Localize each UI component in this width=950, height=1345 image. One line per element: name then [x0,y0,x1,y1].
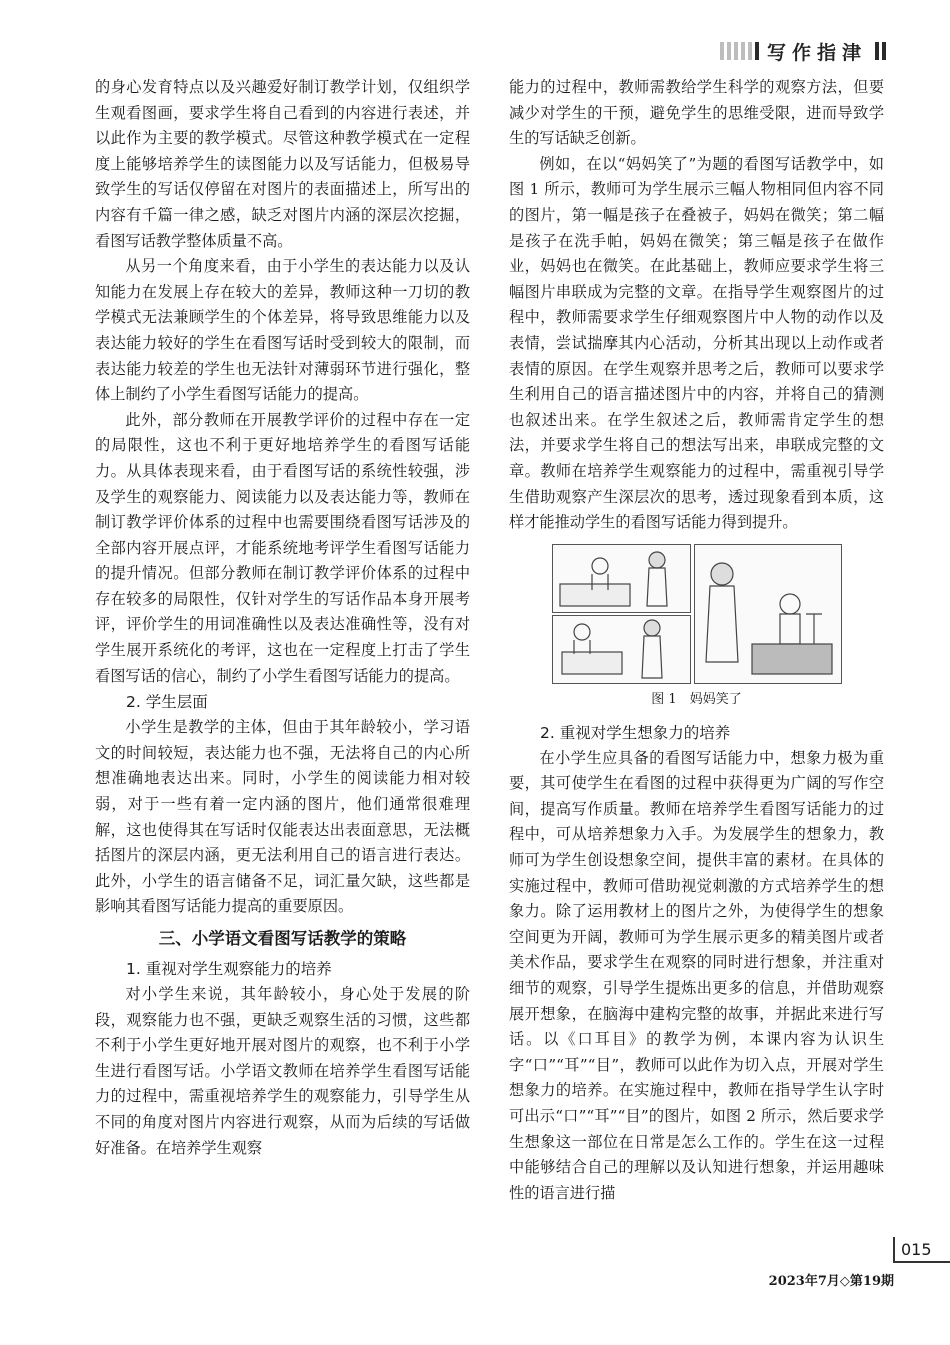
running-header [720,38,886,64]
subheading: 2. 学生层面 [126,693,208,712]
page-number: 015 [893,1237,950,1263]
paragraph: 从另一个角度来看，由于小学生的表达能力以及认知能力在发展上存在较大的差异，教师这种一刀切的教学模式无法兼顾学生的个体差异，将导致思维能力以及表达能力较好的学生在看图写话时受到较大的限制，而表达能力较差的学生也无法针对薄弱环节进行强化，整体上制约了小学生看图写话能力的提高。 [95,257,470,404]
paragraph: 在小学生应具备的看图写话能力中，想象力极为重要，其可使学生在看图的过程中获得更为广阔的写作空间，提高写作质量。教师在培养学生看图写话能力的过程中，可从培养想象力入手。为发展学生的想象力，教师可为学生创设想象空间，提供丰富的素材。在具体的实施过程中，教师可借助视觉刺激的方式培养学生的想象力。除了运用教材上的图片之外，为使得学生的想象空间更为开阔，教师可为学生展示更多的精美图片或者美术作品，要求学生在观察的同时进行想象，并注重对细节的观察，引导学生提炼出更多的信息，并借助观察展开想象，在脑海中建构完整的故事，并据此来进行写话。以《口耳目》的教学为例，本课内容为认识生字“口”“耳”“目”，教师可以此作为切入点，开展对学生想象力的培养。在实施过程中，教师在指导学生认字时可出示“口”“耳”“目”的图片，如图 2 所示，然后要求学生想象这一部位在日常是怎么工作的。学生在这一过程中能够结合自己的理解以及认知进行想象，并运用趣味性的语言进行描 [509,748,884,1202]
right-column [509,75,884,1206]
paragraph: 的身心发育特点以及兴趣爱好制订教学计划，仅组织学生观看图画，要求学生将自己看到的内容进行表述，并以此作为主要的教学模式。尽管这种教学模式在一定程度上能够培养学生的读图能力以及写话能力，但极易导致学生的写话仅停留在对图片的表面描述上，所写出的内容有千篇一律之感，缺乏对图片内涵的深层次挖掘，看图写话教学整体质量不高。 [95,78,470,250]
section-title: 写作指津 [766,41,867,64]
issue-label: 2023年7月◇第19期 [768,1274,894,1289]
paragraph: 例如，在以“妈妈笑了”为题的看图写话教学中，如图 1 所示，教师可为学生展示三幅人物相同但内容不同的图片，第一幅是孩子在叠被子，妈妈在微笑；第二幅是孩子在洗手帕，妈妈在微笑；第三幅是孩子在做作业，妈妈也在微笑。在此基础上，教师应要求学生将三幅图片串联成为完整的文章。在指导学生观察图片的过程中，教师需要求学生仔细观察图片中人物的动作以及表情，尝试揣摩其内心活动，分析其出现以上动作或者表情的原因。在学生观察并思考之后，教师可以要求学生利用自己的语言描述图片中的内容，并将自己的猜测也叙述出来。在学生叙述之后，教师需肯定学生的想法，并要求学生将自己的想法写出来，串联成完整的文章。教师在培养学生观察能力的过程中，需重视引导学生借助观察产生深层次的思考，透过现象看到本质，这样才能推动学生的看图写话能力得到提升。 [509,154,884,532]
subheading: 1. 重视对学生观察能力的培养 [126,960,332,978]
section-heading: 三、小学语文看图写话教学的策略 [158,929,407,948]
paragraph: 能力的过程中，教师需教给学生科学的观察方法，但要减少对学生的干预，避免学生的思维受限，进而导致学生的写话缺乏创新。 [509,78,884,148]
paragraph: 此外，部分教师在开展教学评价的过程中存在一定的局限性，这也不利于更好地培养学生的看图写话能力。从具体表现来看，由于看图写话的系统性较强，涉及学生的观察能力、阅读能力以及表达能力等，教师在制订教学评价体系的过程中也需要围绕看图写话涉及的全部内容开展点评，才能系统地考评学生看图写话能力的提升情况。但部分教师在制订教学评价体系的过程中存在较多的局限性，仅针对学生的写话作品本身开展考评，评价学生的用词准确性以及表达准确性等，没有对学生展开系统化的考评，这也在一定程度上打击了学生看图写话的信心，制约了小学生看图写话能力的提高。 [95,410,470,685]
paragraph: 对小学生来说，其年龄较小，身心处于发展的阶段，观察能力也不强，更缺乏观察生活的习惯，这些都不利于小学生更好地开展对图片的观察，也不利于小学生进行看图写话。小学语文教师在培养学生看图写话能力的过程中，需重视培养学生的观察能力，引导学生从不同的角度对图片内容进行观察，从而为后续的写话做好准备。在培养学生观察 [95,985,470,1157]
left-column [95,75,470,1161]
header-decoration-right [875,42,886,60]
figure-caption: 图 1 妈妈笑了 [651,691,742,707]
subheading: 2. 重视对学生想象力的培养 [540,723,731,742]
paragraph: 小学生是教学的主体，但由于其年龄较小，学习语文的时间较短，表达能力也不强，无法将自己的内心所想准确地表达出来。同时，小学生的阅读能力相对较弱，对于一些有着一定内涵的图片，他们通常很难理解，这也使得其在写话时仅能表达出表面意思，无法概括图片的深层内涵，更无法利用自己的语言进行表达。此外，小学生的语言储备不足，词汇量欠缺，这些都是影响其看图写话能力提高的重要原因。 [95,718,470,916]
header-decoration [720,42,759,60]
figure-1-illustration [552,544,842,684]
